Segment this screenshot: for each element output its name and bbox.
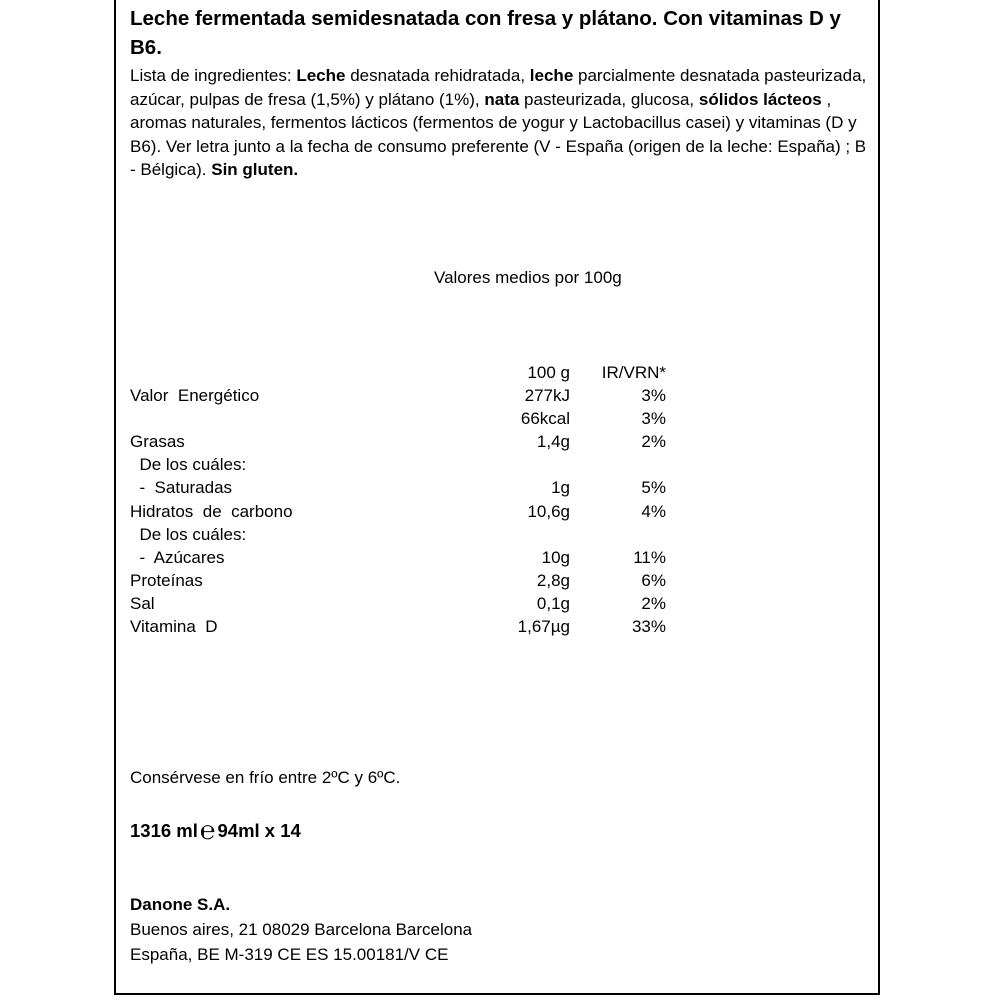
ingredients-text: parcialmente desnatada pasteurizada, azúcar, pulpas de fresa (1,5%) y plátano (1%),: [130, 66, 867, 109]
nutrient-percent: 3%: [641, 386, 666, 405]
nutrition-row: [0, 546, 1000, 569]
nutrient-percent: 3%: [641, 409, 666, 429]
nutrient-percent: 2%: [641, 432, 666, 452]
nutrient-value: 66kcal: [520, 409, 570, 429]
pack-units: 94ml x 14: [217, 820, 301, 841]
nutrition-row: [0, 476, 1000, 499]
nutrient-label: Grasas: [130, 432, 185, 452]
header-ir-vrn: IR/VRN*: [601, 363, 666, 382]
nutrient-label: Valor Energético: [130, 386, 260, 405]
nutrient-percent: 5%: [641, 478, 666, 498]
ingredients-list: [130, 64, 870, 182]
estimated-sign-icon: ℮: [199, 815, 216, 845]
nutrition-row: [0, 569, 1000, 592]
nutrient-label: Hidratos de carbono: [130, 501, 293, 521]
nutrition-row: [0, 430, 1000, 453]
gluten-free-text: Sin gluten.: [211, 160, 299, 179]
nutrient-value: 0,1g: [536, 593, 570, 613]
ingredients-text: pasteurizada, glucosa,: [519, 89, 699, 109]
nutrient-value: 277kJ: [524, 386, 570, 405]
ingredients-text: Lista de ingredientes:: [130, 66, 297, 85]
nutrient-label: - Azúcares: [130, 547, 225, 567]
nutrient-value: 10,6g: [527, 501, 570, 521]
allergen-text: nata: [484, 89, 520, 109]
nutrient-percent: 4%: [641, 501, 666, 521]
nutrient-value: 1g: [551, 478, 570, 498]
company-address: Buenos aires, 21 08029 Barcelona Barcelona: [130, 920, 473, 939]
nutrient-label: - Saturadas: [130, 478, 233, 498]
ingredients-text: desnatada rehidratada,: [345, 66, 530, 85]
nutrient-percent: 33%: [631, 617, 666, 636]
nutrient-label: Vitamina D: [130, 617, 218, 636]
nutrient-value: 10g: [541, 547, 570, 567]
nutrition-row: [0, 453, 1000, 476]
nutrition-row: [0, 615, 1000, 638]
nutrient-percent: 11%: [633, 547, 666, 567]
allergen-text: Leche: [296, 66, 346, 85]
company-name: Danone S.A.: [130, 895, 231, 914]
nutrition-caption: Valores medios por 100g: [434, 268, 622, 287]
nutrient-percent: 2%: [641, 593, 666, 613]
allergen-text: leche: [529, 66, 574, 85]
header-per-100g: 100 g: [527, 363, 570, 382]
nutrient-value: 1,67µg: [517, 617, 570, 636]
nutrient-label: De los cuáles:: [130, 524, 247, 544]
nutrition-row: [0, 500, 1000, 523]
product-title: Leche fermentada semidesnatada con fresa y plátano. Con vitaminas D y B6.: [130, 7, 841, 59]
nutrition-row: [0, 523, 1000, 546]
nutrient-label: Sal: [130, 593, 155, 613]
nutrient-value: 2,8g: [536, 570, 570, 590]
nutrient-label: Proteínas: [130, 570, 203, 590]
company-registration: España, BE M-319 CE ES 15.00181/V CE: [130, 945, 449, 964]
nutrition-row: [0, 384, 1000, 407]
storage-instructions: Consérvese en frío entre 2ºC y 6ºC.: [130, 768, 401, 787]
nutrition-header-row: [0, 361, 1000, 384]
nutrient-percent: 6%: [641, 570, 666, 590]
net-quantity: [130, 815, 301, 845]
nutrition-row: [0, 592, 1000, 615]
nutrient-label: De los cuáles:: [130, 455, 247, 475]
allergen-text: sólidos lácteos: [698, 89, 822, 109]
nutrient-value: 1,4g: [536, 432, 570, 452]
ingredients-text: , aromas naturales, fermentos lácticos (fermentos de yogur y Lactobacillus casei) y vitaminas (D y B6). Ver letra junto a la fecha de consumo preferente (V - España (origen de la leche: España) ; B - Bélgica).: [130, 89, 867, 179]
total-volume: 1316 ml: [130, 820, 198, 841]
nutrition-row: [0, 407, 1000, 430]
